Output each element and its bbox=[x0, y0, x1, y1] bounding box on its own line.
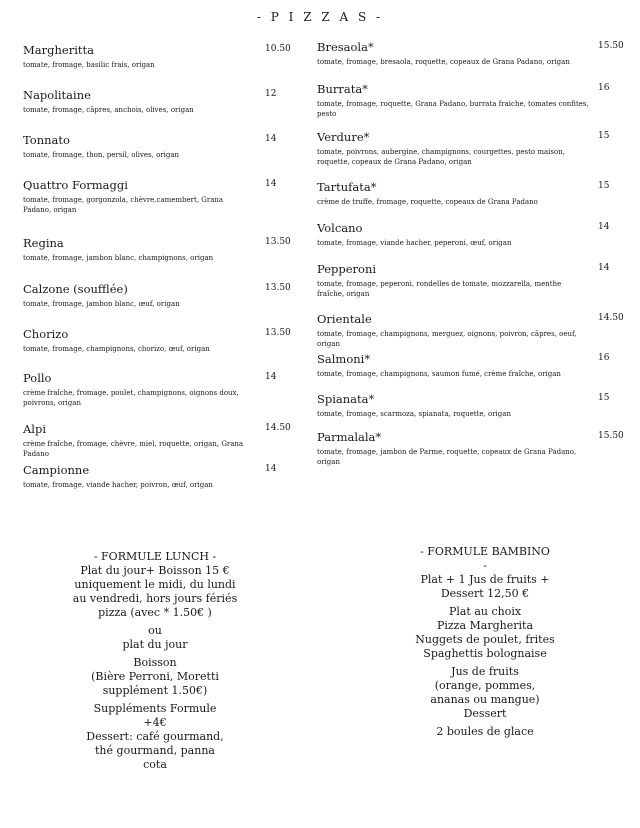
pizza-ingredients: tomate, fromage, gorgonzola, chèvre,camembert, Grana Padano, origan bbox=[23, 196, 224, 214]
pizza-price: 14.50 bbox=[265, 423, 291, 433]
formule-block bbox=[60, 624, 250, 652]
formule-line: (Bière Perroni, Moretti bbox=[91, 670, 219, 683]
formule-line: Plat au choix bbox=[448, 605, 522, 618]
pizza-ingredients: tomate, fromage, bresaola, roquette, copeaux de Grana Padano, origan bbox=[317, 58, 570, 66]
menu-item bbox=[317, 130, 610, 167]
menu-item bbox=[317, 312, 624, 349]
pizza-ingredients: tomate, fromage, jambon blanc, œuf, origan bbox=[23, 300, 180, 308]
pizza-name: Pollo bbox=[23, 371, 52, 385]
formule-block bbox=[390, 725, 580, 739]
menu-item bbox=[317, 180, 610, 207]
formule-block bbox=[390, 665, 580, 721]
menu-item bbox=[317, 262, 610, 299]
formule-line: uniquement le midi, du lundi bbox=[74, 578, 236, 591]
pizza-ingredients: crème fraîche, fromage, chèvre, miel, roquette, origan, Grana Padano bbox=[23, 440, 244, 458]
menu-item bbox=[317, 352, 610, 379]
pizza-price: 15.50 bbox=[598, 41, 624, 51]
formule-line: thé gourmand, panna bbox=[95, 744, 215, 757]
formule-line: +4€ bbox=[143, 716, 167, 729]
pizza-name: Quattro Formaggi bbox=[23, 178, 128, 192]
pizza-name: Salmoni* bbox=[317, 352, 371, 366]
formule-line: Jus de fruits bbox=[451, 665, 519, 678]
pizza-ingredients: tomate, poivrons, aubergine, champignons, courgettes, pesto maison, roquette, copeaux de Grana Padano, origan bbox=[317, 148, 565, 166]
formule-block bbox=[60, 550, 250, 620]
formule-line: Pizza Margherita bbox=[436, 619, 534, 632]
pizza-name: Chorizo bbox=[23, 327, 69, 341]
pizza-ingredients: tomate, fromage, thon, persil, olives, origan bbox=[23, 151, 180, 159]
pizza-ingredients: tomate, fromage, câpres, anchois, olives, origan bbox=[23, 106, 194, 114]
formule-heading: - FORMULE LUNCH - bbox=[93, 550, 217, 563]
formule-lunch bbox=[60, 550, 250, 776]
pizza-name: Napolitaine bbox=[23, 88, 91, 102]
pizza-name: Campionne bbox=[23, 463, 90, 477]
pizza-ingredients: tomate, fromage, viande hacher, poivron, œuf, origan bbox=[23, 481, 213, 489]
formule-line: ananas ou mangue) bbox=[430, 693, 540, 706]
pizza-ingredients: tomate, fromage, roquette, Grana Padano, burrata fraiche, tomates confites, pesto bbox=[317, 100, 589, 118]
pizza-price: 13.50 bbox=[265, 328, 291, 338]
pizza-ingredients: crème fraîche, fromage, poulet, champignons, oignons doux, poivrons, origan bbox=[23, 389, 239, 407]
pizza-price: 12 bbox=[265, 89, 277, 99]
formule-block bbox=[60, 702, 250, 772]
pizza-name: Parmalala* bbox=[317, 430, 382, 444]
formule-line: Boisson bbox=[133, 656, 177, 669]
formule-line: Plat + 1 Jus de fruits + bbox=[420, 573, 550, 586]
pizza-price: 14 bbox=[598, 263, 610, 273]
pizza-name: Verdure* bbox=[317, 130, 370, 144]
formule-heading: - FORMULE BAMBINO bbox=[420, 545, 550, 558]
pizza-name: Regina bbox=[23, 236, 64, 250]
pizza-price: 14 bbox=[265, 179, 277, 189]
menu-item bbox=[317, 82, 610, 119]
formule-line: (orange, pommes, bbox=[434, 679, 536, 692]
pizza-price: 14 bbox=[265, 464, 277, 474]
pizza-name: Volcano bbox=[317, 221, 363, 235]
formule-line: au vendredi, hors jours fériés bbox=[72, 592, 238, 605]
formule-line: - bbox=[483, 559, 487, 572]
formule-line: Dessert bbox=[463, 707, 507, 720]
pizza-price: 14 bbox=[265, 372, 277, 382]
formule-line: Dessert: café gourmand, bbox=[86, 730, 224, 743]
formule-line: Nuggets de poulet, frites bbox=[415, 633, 555, 646]
formule-line: supplément 1.50€) bbox=[102, 684, 208, 697]
formule-line: plat du jour bbox=[122, 638, 188, 651]
pizza-ingredients: tomate, fromage, champignons, merguez, oignons, poivron, câpres, oeuf, origan bbox=[317, 330, 577, 348]
formule-line: cota bbox=[143, 758, 167, 771]
pizza-price: 15 bbox=[598, 131, 610, 141]
menu-item bbox=[317, 430, 624, 467]
formule-block bbox=[60, 656, 250, 698]
pizza-price: 15.50 bbox=[598, 431, 624, 441]
pizza-price: 13.50 bbox=[265, 283, 291, 293]
formule-bambino bbox=[390, 545, 580, 743]
pizza-name: Calzone (soufflée) bbox=[23, 282, 128, 296]
pizza-price: 14 bbox=[265, 134, 277, 144]
pizza-ingredients: tomate, fromage, jambon de Parme, roquette, copeaux de Grana Padano, origan bbox=[317, 448, 577, 466]
menu-title: - P I Z Z A S - bbox=[256, 10, 384, 24]
menu-item bbox=[317, 221, 610, 248]
pizza-name: Margheritta bbox=[23, 43, 94, 57]
pizza-name: Orientale bbox=[317, 312, 372, 326]
formule-block bbox=[390, 605, 580, 661]
pizza-price: 14 bbox=[598, 222, 610, 232]
pizza-name: Alpi bbox=[23, 422, 47, 436]
pizza-ingredients: tomate, fromage, champignons, saumon fumé, crème fraîche, origan bbox=[317, 370, 561, 378]
pizza-price: 10.50 bbox=[265, 44, 291, 54]
pizza-price: 13.50 bbox=[265, 237, 291, 247]
menu-item bbox=[317, 392, 610, 419]
pizza-name: Pepperoni bbox=[317, 262, 377, 276]
pizza-price: 16 bbox=[598, 353, 610, 363]
formule-block bbox=[390, 545, 580, 601]
formule-line: pizza (avec * 1.50€ ) bbox=[98, 606, 212, 619]
pizza-price: 14.50 bbox=[598, 313, 624, 323]
pizza-ingredients: tomate, fromage, basilic frais, origan bbox=[23, 61, 155, 69]
formule-line: Suppléments Formule bbox=[93, 702, 217, 715]
pizza-ingredients: crème de truffe, fromage, roquette, copeaux de Grana Padano bbox=[317, 198, 538, 206]
formule-line: Spaghettis bolognaise bbox=[423, 647, 547, 660]
menu-item bbox=[317, 40, 624, 67]
pizza-name: Spianata* bbox=[317, 392, 375, 406]
pizza-ingredients: tomate, fromage, scarmoza, spianata, roquette, origan bbox=[317, 410, 511, 418]
pizza-ingredients: tomate, fromage, viande hacher, peperoni, œuf, origan bbox=[317, 239, 512, 247]
pizza-name: Tartufata* bbox=[317, 180, 377, 194]
pizza-name: Tonnato bbox=[23, 133, 70, 147]
formule-line: Plat du jour+ Boisson 15 € bbox=[80, 564, 230, 577]
pizza-price: 15 bbox=[598, 393, 610, 403]
formule-line: 2 boules de glace bbox=[436, 725, 534, 738]
pizza-ingredients: tomate, fromage, champignons, chorizo, œuf, origan bbox=[23, 345, 210, 353]
pizza-name: Bresaola* bbox=[317, 40, 374, 54]
pizza-ingredients: tomate, fromage, jambon blanc, champignons, origan bbox=[23, 254, 214, 262]
pizza-ingredients: tomate, fromage, peperoni, rondelles de tomate, mozzarella, menthe fraîche, origan bbox=[317, 280, 562, 298]
formule-line: ou bbox=[148, 624, 162, 637]
formule-line: Dessert 12,50 € bbox=[440, 587, 530, 600]
pizza-price: 15 bbox=[598, 181, 610, 191]
pizza-price: 16 bbox=[598, 83, 610, 93]
pizza-name: Burrata* bbox=[317, 82, 368, 96]
